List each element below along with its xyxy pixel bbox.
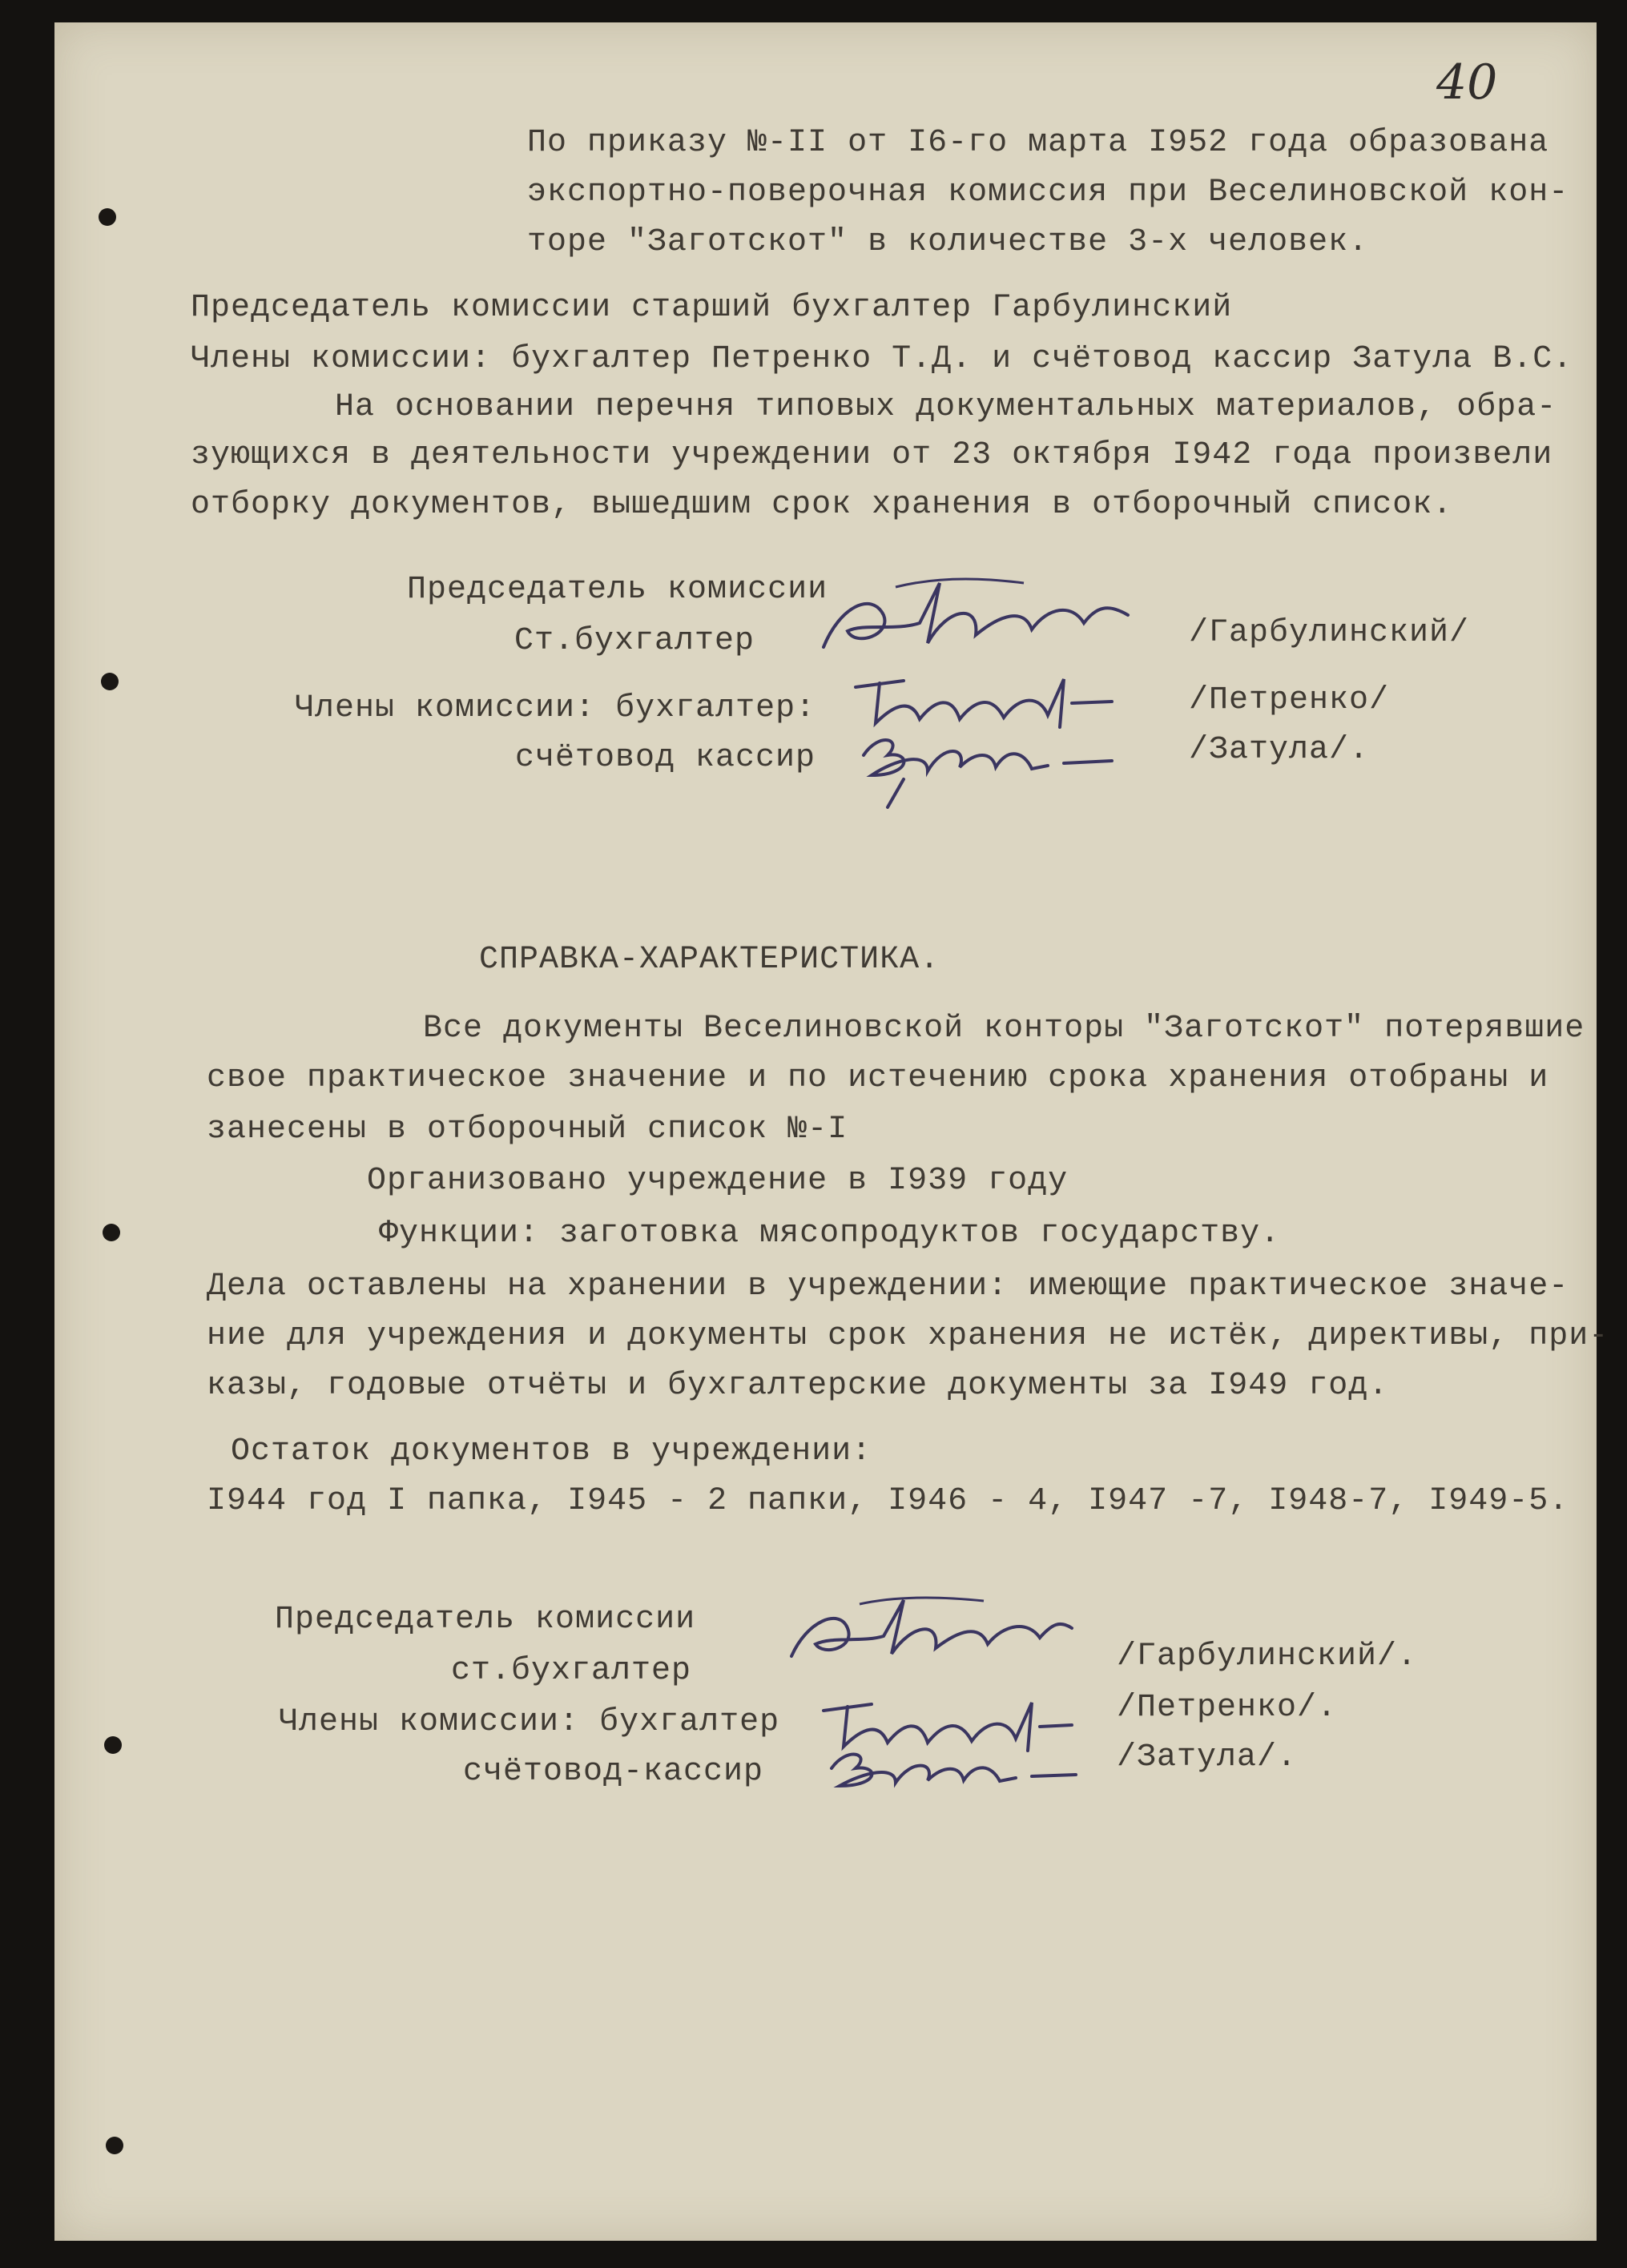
paragraph-line: Дела оставлены на хранении в учреждении: имеющие практическое значе-: [207, 1269, 1569, 1305]
document-page: [54, 22, 1609, 2241]
organized-line: Организовано учреждение в I939 году: [367, 1163, 1069, 1199]
paragraph-line: экспортно-поверочная комиссия при Веселиновской кон-: [527, 175, 1569, 211]
paragraph-line: зующихся в деятельности учреждении от 23 октября I942 года произвели: [191, 437, 1553, 473]
remainder-line: I944 год I папка, I945 - 2 папки, I946 - 4, I947 -7, I948-7, I949-5.: [207, 1483, 1569, 1519]
paragraph-line: свое практическое значение и по истечению срока хранения отобраны и: [207, 1060, 1549, 1096]
sig2-member2-title: счётовод-кассир: [463, 1754, 764, 1790]
punch-hole: [106, 2137, 123, 2154]
sig2-chairman-position: ст.бухгалтер: [451, 1653, 692, 1689]
signature-zatula: [856, 719, 1128, 815]
sig1-member2-title: счётовод кассир: [515, 740, 816, 776]
sig1-member2-name: /Затула/.: [1189, 732, 1370, 768]
sig2-member2-name: /Затула/.: [1117, 1739, 1298, 1775]
sig1-chairman-title: Председатель комиссии: [407, 572, 828, 608]
sig2-chairman-title: Председатель комиссии: [275, 1602, 696, 1638]
page-number: 40: [1436, 54, 1498, 111]
commission-members: Члены комиссии: бухгалтер Петренко Т.Д. и счётовод кассир Затула В.С.: [191, 341, 1573, 377]
paragraph-line: занесены в отборочный список №-I: [207, 1112, 848, 1148]
sig1-member1-name: /Петренко/: [1189, 682, 1390, 718]
paragraph-line: торе "Заготскот" в количестве 3-х человек.: [527, 224, 1369, 260]
commission-chairman: Председатель комиссии старший бухгалтер Гарбулинский: [191, 290, 1233, 326]
sig1-chairman-name: /Гарбулинский/: [1189, 615, 1470, 651]
document-heading: СПРАВКА-ХАРАКТЕРИСТИКА.: [479, 942, 940, 978]
punch-hole: [101, 673, 119, 690]
sig1-member1-title: Члены комиссии: бухгалтер:: [295, 690, 816, 726]
paragraph-line: Все документы Веселиновской конторы "Заготскот" потерявшие: [423, 1011, 1585, 1047]
signature-garbulinsky: [807, 559, 1144, 671]
sig2-member1-title: Члены комиссии: бухгалтер: [279, 1704, 780, 1740]
remainder-title: Остаток документов в учреждении:: [231, 1434, 872, 1470]
paragraph-line: По приказу №-II от I6-го марта I952 года образована: [527, 125, 1549, 161]
sig2-member1-name: /Петренко/.: [1117, 1690, 1338, 1726]
punch-hole: [103, 1224, 120, 1241]
paragraph-line: отборку документов, вышедшим срок хранения в отборочный список.: [191, 487, 1453, 523]
paragraph-line: На основании перечня типовых документальных материалов, обра-: [335, 389, 1557, 425]
punch-hole: [104, 1736, 122, 1754]
signature-garbulinsky: [775, 1580, 1080, 1676]
paragraph-line: казы, годовые отчёты и бухгалтерские документы за I949 год.: [207, 1368, 1389, 1404]
paragraph-line: ние для учреждения и документы срок хранения не истёк, директивы, при-: [207, 1318, 1609, 1354]
sig2-chairman-name: /Гарбулинский/.: [1117, 1639, 1418, 1675]
functions-line: Функции: заготовка мясопродуктов государству.: [379, 1216, 1281, 1252]
sig1-chairman-position: Ст.бухгалтер: [514, 623, 755, 659]
signature-zatula: [824, 1736, 1088, 1808]
punch-hole: [99, 208, 116, 226]
